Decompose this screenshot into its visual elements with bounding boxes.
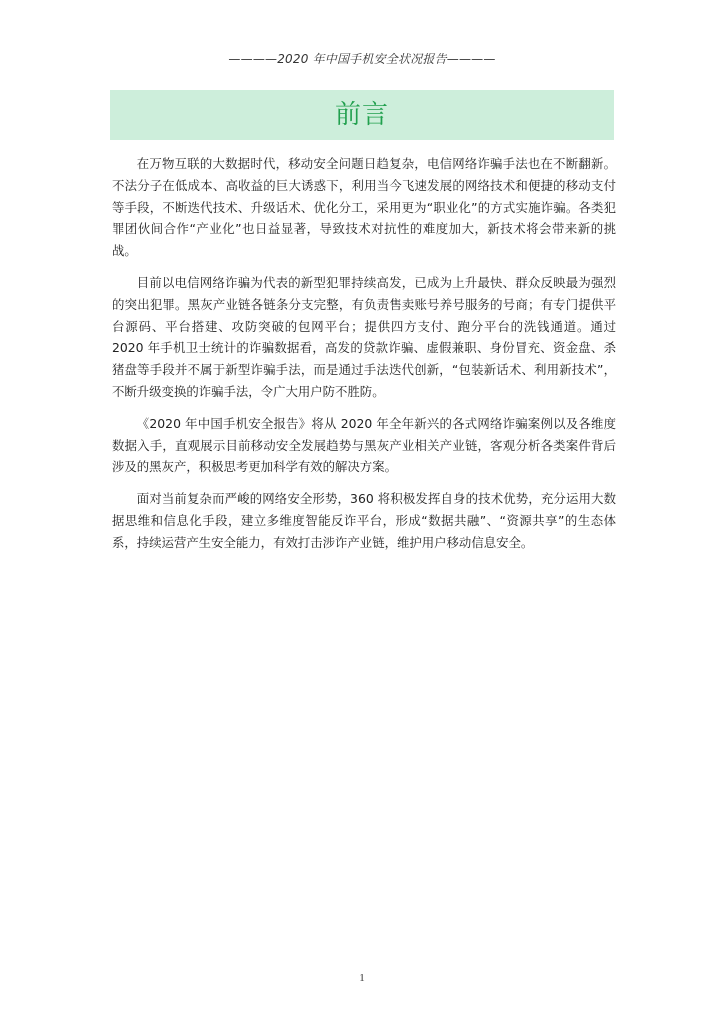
running-header: ————2020 年中国手机安全状况报告———— xyxy=(228,52,496,66)
page-number: 1 xyxy=(359,972,365,984)
paragraph-2: 目前以电信网络诈骗为代表的新型犯罪持续高发，已成为上升最快、群众反映最为强烈的突出犯罪。黑灰产业链各链条分支完整，有负责售卖账号养号服务的号商；有专门提供平台源码、平台搭建、攻防突破的包网平台；提供四方支付、跑分平台的洗钱通道。通过 2020 年手机卫士统计的诈骗数据看，高发的贷款诈骗、虚假兼职、身份冒充、资金盘、杀猪盘等手段并不属于新型诈骗手法，而是通过手法迭代创新，“包装新话术、利用新技术”，不断升级变换的诈骗手法，令广大用户防不胜防。 xyxy=(112,274,616,399)
paragraph-4: 面对当前复杂而严峻的网络安全形势，360 将积极发挥自身的技术优势，充分运用大数据思维和信息化手段，建立多维度智能反诈平台，形成“数据共融”、“资源共享”的生态体系，持续运营产生安全能力，有效打击涉诈产业链，维护用户移动信息安全。 xyxy=(112,491,616,550)
body-text xyxy=(112,153,616,564)
paragraph-1: 在万物互联的大数据时代，移动安全问题日趋复杂，电信网络诈骗手法也在不断翻新。不法分子在低成本、高收益的巨大诱惑下，利用当今飞速发展的网络技术和便捷的移动支付等手段，不断迭代技术、升级话术、优化分工，采用更为“职业化”的方式实施诈骗。各类犯罪团伙间合作“产业化”也日益显著，导致技术对抗性的难度加大，新技术将会带来新的挑战。 xyxy=(112,156,616,259)
paragraph-3: 《2020 年中国手机安全报告》将从 2020 年全年新兴的各式网络诈骗案例以及各维度数据入手，直观展示目前移动安全发展趋势与黑灰产业相关产业链，客观分析各类案件背后涉及的黑灰产，积极思考更加科学有效的解决方案。 xyxy=(112,415,616,475)
section-title: 前言 xyxy=(334,100,389,130)
